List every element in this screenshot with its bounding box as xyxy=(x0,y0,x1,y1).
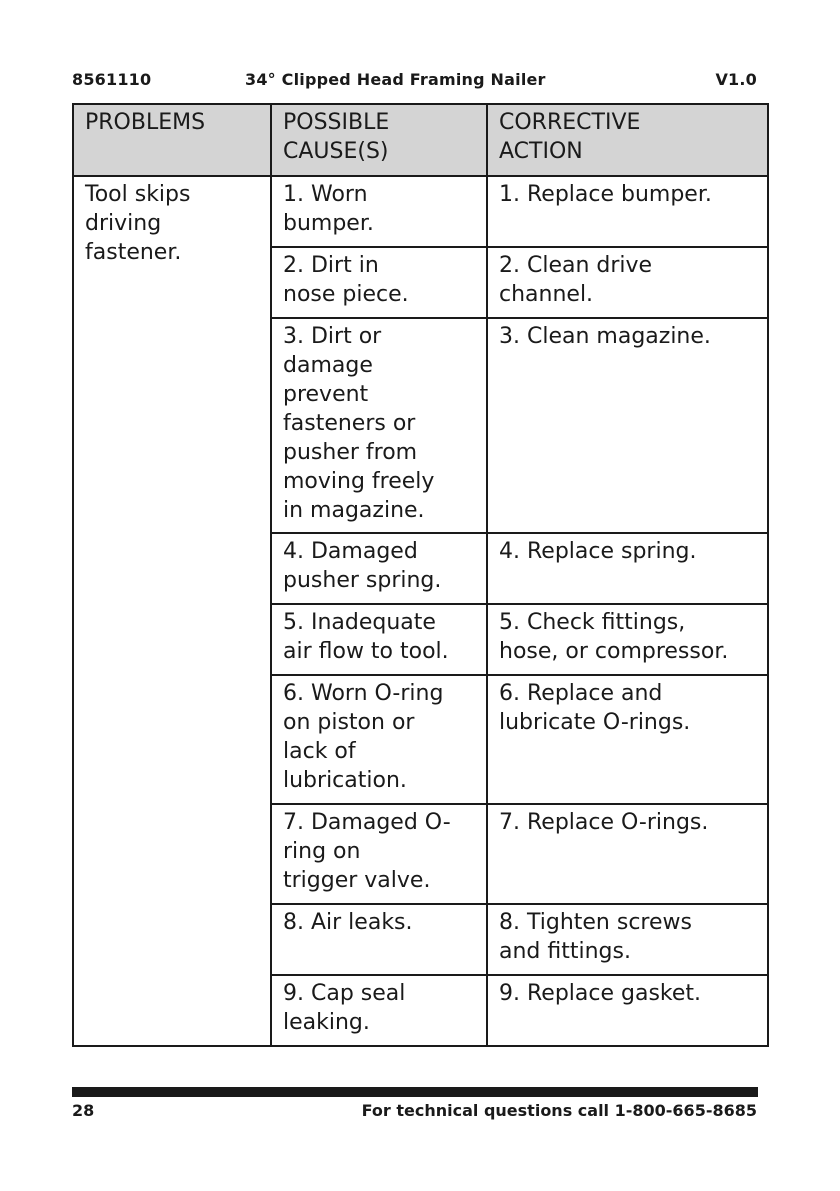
action-cell: 9. Replace gasket. xyxy=(487,975,768,1046)
column-header-actions: CORRECTIVE ACTION xyxy=(487,104,768,176)
troubleshooting-table xyxy=(72,103,769,1047)
cause-cell: 9. Cap seal leaking. xyxy=(271,975,487,1046)
action-cell: 4. Replace spring. xyxy=(487,533,768,604)
item-number: 8561110 xyxy=(72,70,152,89)
action-cell: 2. Clean drive channel. xyxy=(487,247,768,318)
cause-cell: 6. Worn O-ring on piston or lack of lubrication. xyxy=(271,675,487,804)
cause-cell: 3. Dirt or damage prevent fasteners or pusher from moving freely in magazine. xyxy=(271,318,487,533)
version-label: V1.0 xyxy=(715,70,757,89)
cause-cell: 1. Worn bumper. xyxy=(271,176,487,247)
column-header-causes: POSSIBLE CAUSE(S) xyxy=(271,104,487,176)
footer-divider xyxy=(72,1087,758,1097)
page-number: 28 xyxy=(72,1101,95,1120)
cause-cell: 7. Damaged O- ring on trigger valve. xyxy=(271,804,487,904)
action-cell: 8. Tighten screws and fittings. xyxy=(487,904,768,975)
technical-support-line: For technical questions call 1-800-665-8685 xyxy=(361,1101,757,1120)
action-cell: 5. Check fittings, hose, or compressor. xyxy=(487,604,768,675)
cause-cell: 5. Inadequate air flow to tool. xyxy=(271,604,487,675)
cause-cell: 2. Dirt in nose piece. xyxy=(271,247,487,318)
action-cell: 3. Clean magazine. xyxy=(487,318,768,533)
action-cell: 6. Replace and lubricate O-rings. xyxy=(487,675,768,804)
table-row xyxy=(73,176,768,247)
action-cell: 7. Replace O-rings. xyxy=(487,804,768,904)
column-header-problems: PROBLEMS xyxy=(73,104,271,176)
action-cell: 1. Replace bumper. xyxy=(487,176,768,247)
table-header-row xyxy=(73,104,768,176)
problem-cell: Tool skips driving fastener. xyxy=(73,176,271,1046)
cause-cell: 4. Damaged pusher spring. xyxy=(271,533,487,604)
cause-cell: 8. Air leaks. xyxy=(271,904,487,975)
document-title: 34° Clipped Head Framing Nailer xyxy=(245,70,546,89)
